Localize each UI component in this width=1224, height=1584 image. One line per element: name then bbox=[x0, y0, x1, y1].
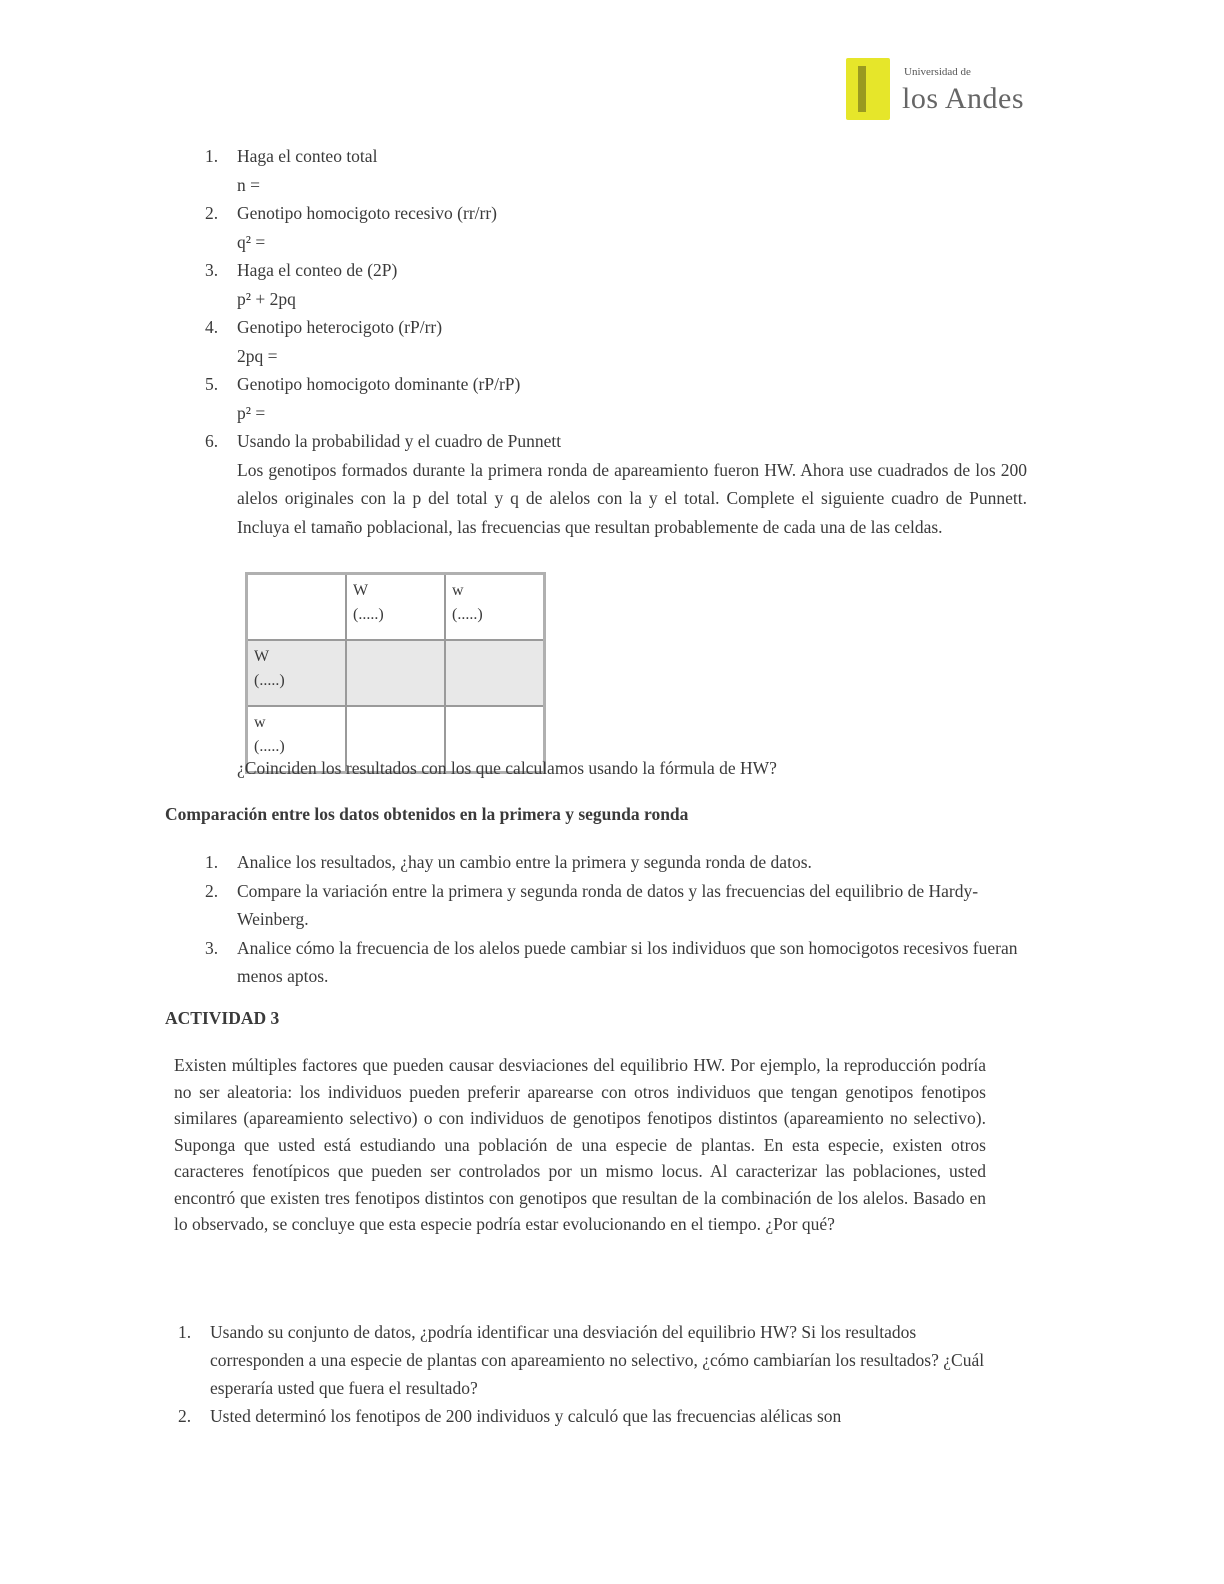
item-text: Usando su conjunto de datos, ¿podría identificar una desviación del equilibrio HW? Si los resultados corresponden a una especie de plantas con apareamiento no selectivo, ¿cómo cambiarían los resultados? ¿Cuál esperaría usted que fuera el resultado? bbox=[210, 1322, 985, 1398]
item-label: Usando la probabilidad y el cuadro de Punnett bbox=[237, 431, 562, 451]
item-number: 1. bbox=[178, 1322, 192, 1342]
item-label: Haga el conteo de (2P) bbox=[237, 260, 398, 280]
list-item bbox=[205, 427, 1025, 541]
list-item bbox=[205, 877, 1025, 934]
list-item bbox=[205, 199, 1025, 256]
item-value: p² = bbox=[237, 402, 266, 423]
section-heading: Comparación entre los datos obtenidos en la primera y segunda ronda bbox=[165, 804, 689, 824]
list-item bbox=[205, 370, 1025, 427]
item-text: Analice cómo la frecuencia de los alelos puede cambiar si los individuos que son homocigotos recesivos fueran menos aptos. bbox=[237, 937, 1018, 986]
item-number: 3. bbox=[205, 937, 219, 958]
punnett-question: ¿Coinciden los resultados con los que calculamos usando la fórmula de HW? bbox=[237, 758, 777, 778]
comparison-list bbox=[205, 848, 1025, 991]
allele-label: w bbox=[452, 582, 464, 599]
punnett-col-header bbox=[346, 574, 445, 641]
list-item bbox=[178, 1402, 990, 1430]
item-label: Genotipo homocigoto dominante (rP/rP) bbox=[237, 374, 521, 394]
punnett-cell bbox=[445, 640, 545, 706]
activity-questions-list bbox=[178, 1318, 990, 1430]
list-item bbox=[205, 848, 1025, 877]
allele-label: W bbox=[254, 648, 270, 665]
allele-frequency: (.....) bbox=[254, 738, 285, 755]
allele-frequency: (.....) bbox=[254, 672, 285, 689]
item-number: 2. bbox=[205, 203, 219, 223]
item-label: Genotipo heterocigoto (rP/rr) bbox=[237, 317, 443, 337]
allele-label: w bbox=[254, 714, 266, 731]
item-number: 1. bbox=[205, 146, 219, 166]
item-text: Compare la variación entre la primera y segunda ronda de datos y las frecuencias del equilibrio de Hardy-Weinberg. bbox=[237, 880, 979, 929]
item-number: 2. bbox=[205, 880, 219, 901]
item-value: n = bbox=[237, 174, 260, 195]
list-item bbox=[205, 934, 1025, 991]
activity-paragraph: Existen múltiples factores que pueden causar desviaciones del equilibrio HW. Por ejemplo, la reproducción podría no ser aleatoria: los individuos pueden preferir aparearse con otros individuos que tengan genotipos fenotipos similares (apareamiento selectivo) o con individuos de genotipos fenotipos distintos (apareamiento no selectivo). Suponga que usted está estudiando una población de una especie de plantas. En esta especie, existen otros caracteres fenotípicos que pueden ser controlados por un mismo locus. Al caracterizar las poblaciones, usted encontró que existen tres fenotipos distintos con genotipos que resultan de la combinación de los alelos. Basado en lo observado, se concluye que esta especie podría estar evolucionando en el tiempo. ¿Por qué? bbox=[174, 1055, 986, 1234]
allele-frequency: (.....) bbox=[353, 606, 384, 623]
logo-mark-icon bbox=[846, 58, 890, 120]
item-value: q² = bbox=[237, 231, 266, 252]
item-value: p² + 2pq bbox=[237, 288, 296, 309]
logo-line1: Universidad de bbox=[904, 66, 971, 78]
item-number: 4. bbox=[205, 317, 219, 337]
list-item bbox=[205, 256, 1025, 313]
item-number: 5. bbox=[205, 374, 219, 394]
item-number: 3. bbox=[205, 260, 219, 280]
item-label: Genotipo homocigoto recesivo (rr/rr) bbox=[237, 203, 497, 223]
allele-frequency: (.....) bbox=[452, 606, 483, 623]
list-item bbox=[205, 142, 1025, 199]
punnett-corner-cell bbox=[247, 574, 347, 641]
list-item bbox=[178, 1318, 990, 1402]
punnett-row-header bbox=[247, 640, 347, 706]
list-item bbox=[205, 313, 1025, 370]
logo-line2: los Andes bbox=[902, 82, 1025, 115]
item-number: 2. bbox=[178, 1406, 192, 1426]
punnett-col-header bbox=[445, 574, 545, 641]
item-value: 2pq = bbox=[237, 345, 278, 366]
punnett-square bbox=[245, 572, 546, 774]
item-number: 6. bbox=[205, 431, 219, 451]
item-paragraph: Los genotipos formados durante la primera ronda de apareamiento fueron HW. Ahora use cuadrados de los 200 alelos originales con la p del total y q de alelos con la y el total. Complete el siguiente cuadro de Punnett. Incluya el tamaño poblacional, las frecuencias que resultan probablemente de cada una de las celdas. bbox=[237, 459, 1027, 537]
university-logo bbox=[846, 58, 1046, 120]
item-text: Usted determinó los fenotipos de 200 individuos y calculó que las frecuencias alélicas son bbox=[210, 1406, 842, 1426]
punnett-cell bbox=[346, 640, 445, 706]
allele-label: W bbox=[353, 582, 369, 599]
item-label: Haga el conteo total bbox=[237, 146, 378, 166]
steps-list bbox=[205, 142, 1025, 541]
item-text: Analice los resultados, ¿hay un cambio entre la primera y segunda ronda de datos. bbox=[237, 852, 812, 872]
item-number: 1. bbox=[205, 852, 219, 872]
activity-title: ACTIVIDAD 3 bbox=[165, 1008, 280, 1028]
